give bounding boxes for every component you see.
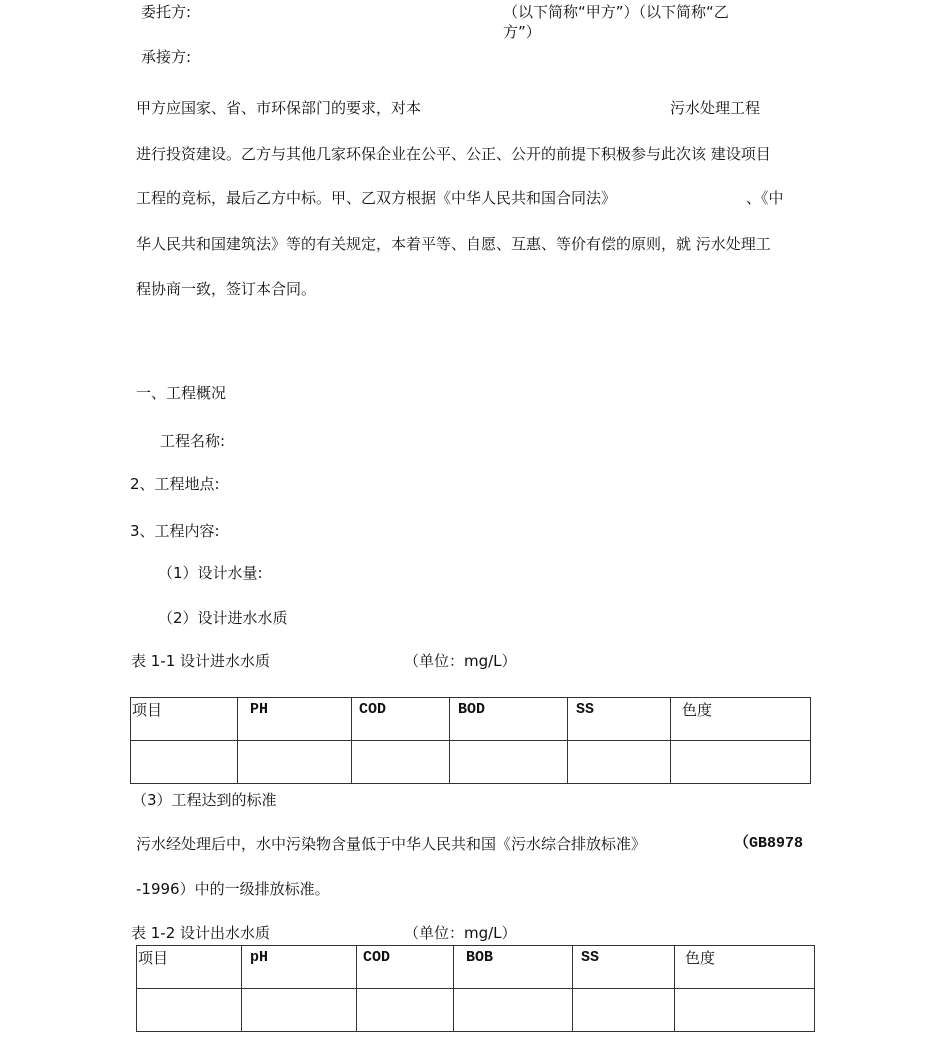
design-inflow-label: （2）设计进水水质: [158, 609, 288, 627]
table2-caption: 表 1-2 设计出水水质: [131, 924, 271, 942]
table-header-row: [137, 946, 815, 989]
header-cell: COD: [357, 946, 454, 989]
header-cell: SS: [573, 946, 675, 989]
intro-line-5: 程协商一致，签订本合同。: [136, 280, 317, 298]
intro-line-2: 进行投资建设。乙方与其他几家环保企业在公平、公正、公开的前提下积极参与此次该 建设项目: [136, 145, 771, 163]
table-cell: [568, 741, 671, 784]
header-cell: BOB: [454, 946, 573, 989]
intro-line-3a: 工程的竞标，最后乙方中标。甲、乙双方根据《中华人民共和国合同法》: [136, 189, 617, 207]
inflow-quality-table: [130, 697, 811, 784]
header-cell: 项目: [131, 698, 238, 741]
intro-line-1a: 甲方应国家、省、市环保部门的要求，对本: [136, 99, 422, 117]
header-cell: pH: [242, 946, 357, 989]
header-cell: COD: [352, 698, 450, 741]
intro-line-4: 华人民共和国建筑法》等的有关规定，本着平等、自愿、互惠、等价有偿的原则，就 污水处理工: [136, 235, 771, 253]
project-content-label: 3、工程内容:: [130, 522, 220, 540]
abbreviation-line-1: （以下简称“甲方”）（以下简称“乙: [503, 3, 729, 21]
contractor-label: 承接方:: [141, 48, 192, 66]
table1-unit: （单位：mg/L）: [404, 652, 517, 670]
client-label: 委托方:: [141, 3, 192, 21]
header-cell: PH: [238, 698, 352, 741]
table-cell: [450, 741, 568, 784]
table-cell: [671, 741, 811, 784]
header-cell: SS: [568, 698, 671, 741]
project-location-label: 2、工程地点:: [130, 475, 220, 493]
table-cell: [573, 989, 675, 1032]
standard-line-1a: 污水经处理后中，水中污染物含量低于中华人民共和国《污水综合排放标准》: [136, 835, 647, 853]
table-row: [137, 989, 815, 1032]
table-cell: [242, 989, 357, 1032]
header-cell: 色度: [675, 946, 815, 989]
table-cell: [357, 989, 454, 1032]
table-cell: [454, 989, 573, 1032]
design-flow-label: （1）设计水量:: [158, 564, 263, 582]
header-cell: 项目: [137, 946, 242, 989]
standard-line-2: -1996）中的一级排放标准。: [136, 880, 330, 898]
project-name-label: 工程名称:: [160, 432, 226, 450]
table-cell: [238, 741, 352, 784]
abbreviation-note: [503, 2, 793, 42]
header-cell: 色度: [671, 698, 811, 741]
table-cell: [137, 989, 242, 1032]
table2-unit: （单位：mg/L）: [404, 924, 517, 942]
section-heading: 一、工程概况: [136, 384, 227, 402]
header-cell: BOD: [450, 698, 568, 741]
table-header-row: [131, 698, 811, 741]
outflow-quality-table: [136, 945, 815, 1032]
table-cell: [131, 741, 238, 784]
table-row: [131, 741, 811, 784]
intro-line-1b: 污水处理工程: [670, 99, 761, 117]
standard-heading: （3）工程达到的标准: [132, 791, 277, 809]
table-cell: [675, 989, 815, 1032]
standard-line-1b: （GB8978: [734, 835, 804, 852]
table-cell: [352, 741, 450, 784]
abbreviation-line-2: 方”）: [503, 23, 541, 41]
intro-line-3b: 、《中: [746, 189, 784, 207]
table1-caption: 表 1-1 设计进水水质: [131, 652, 271, 670]
